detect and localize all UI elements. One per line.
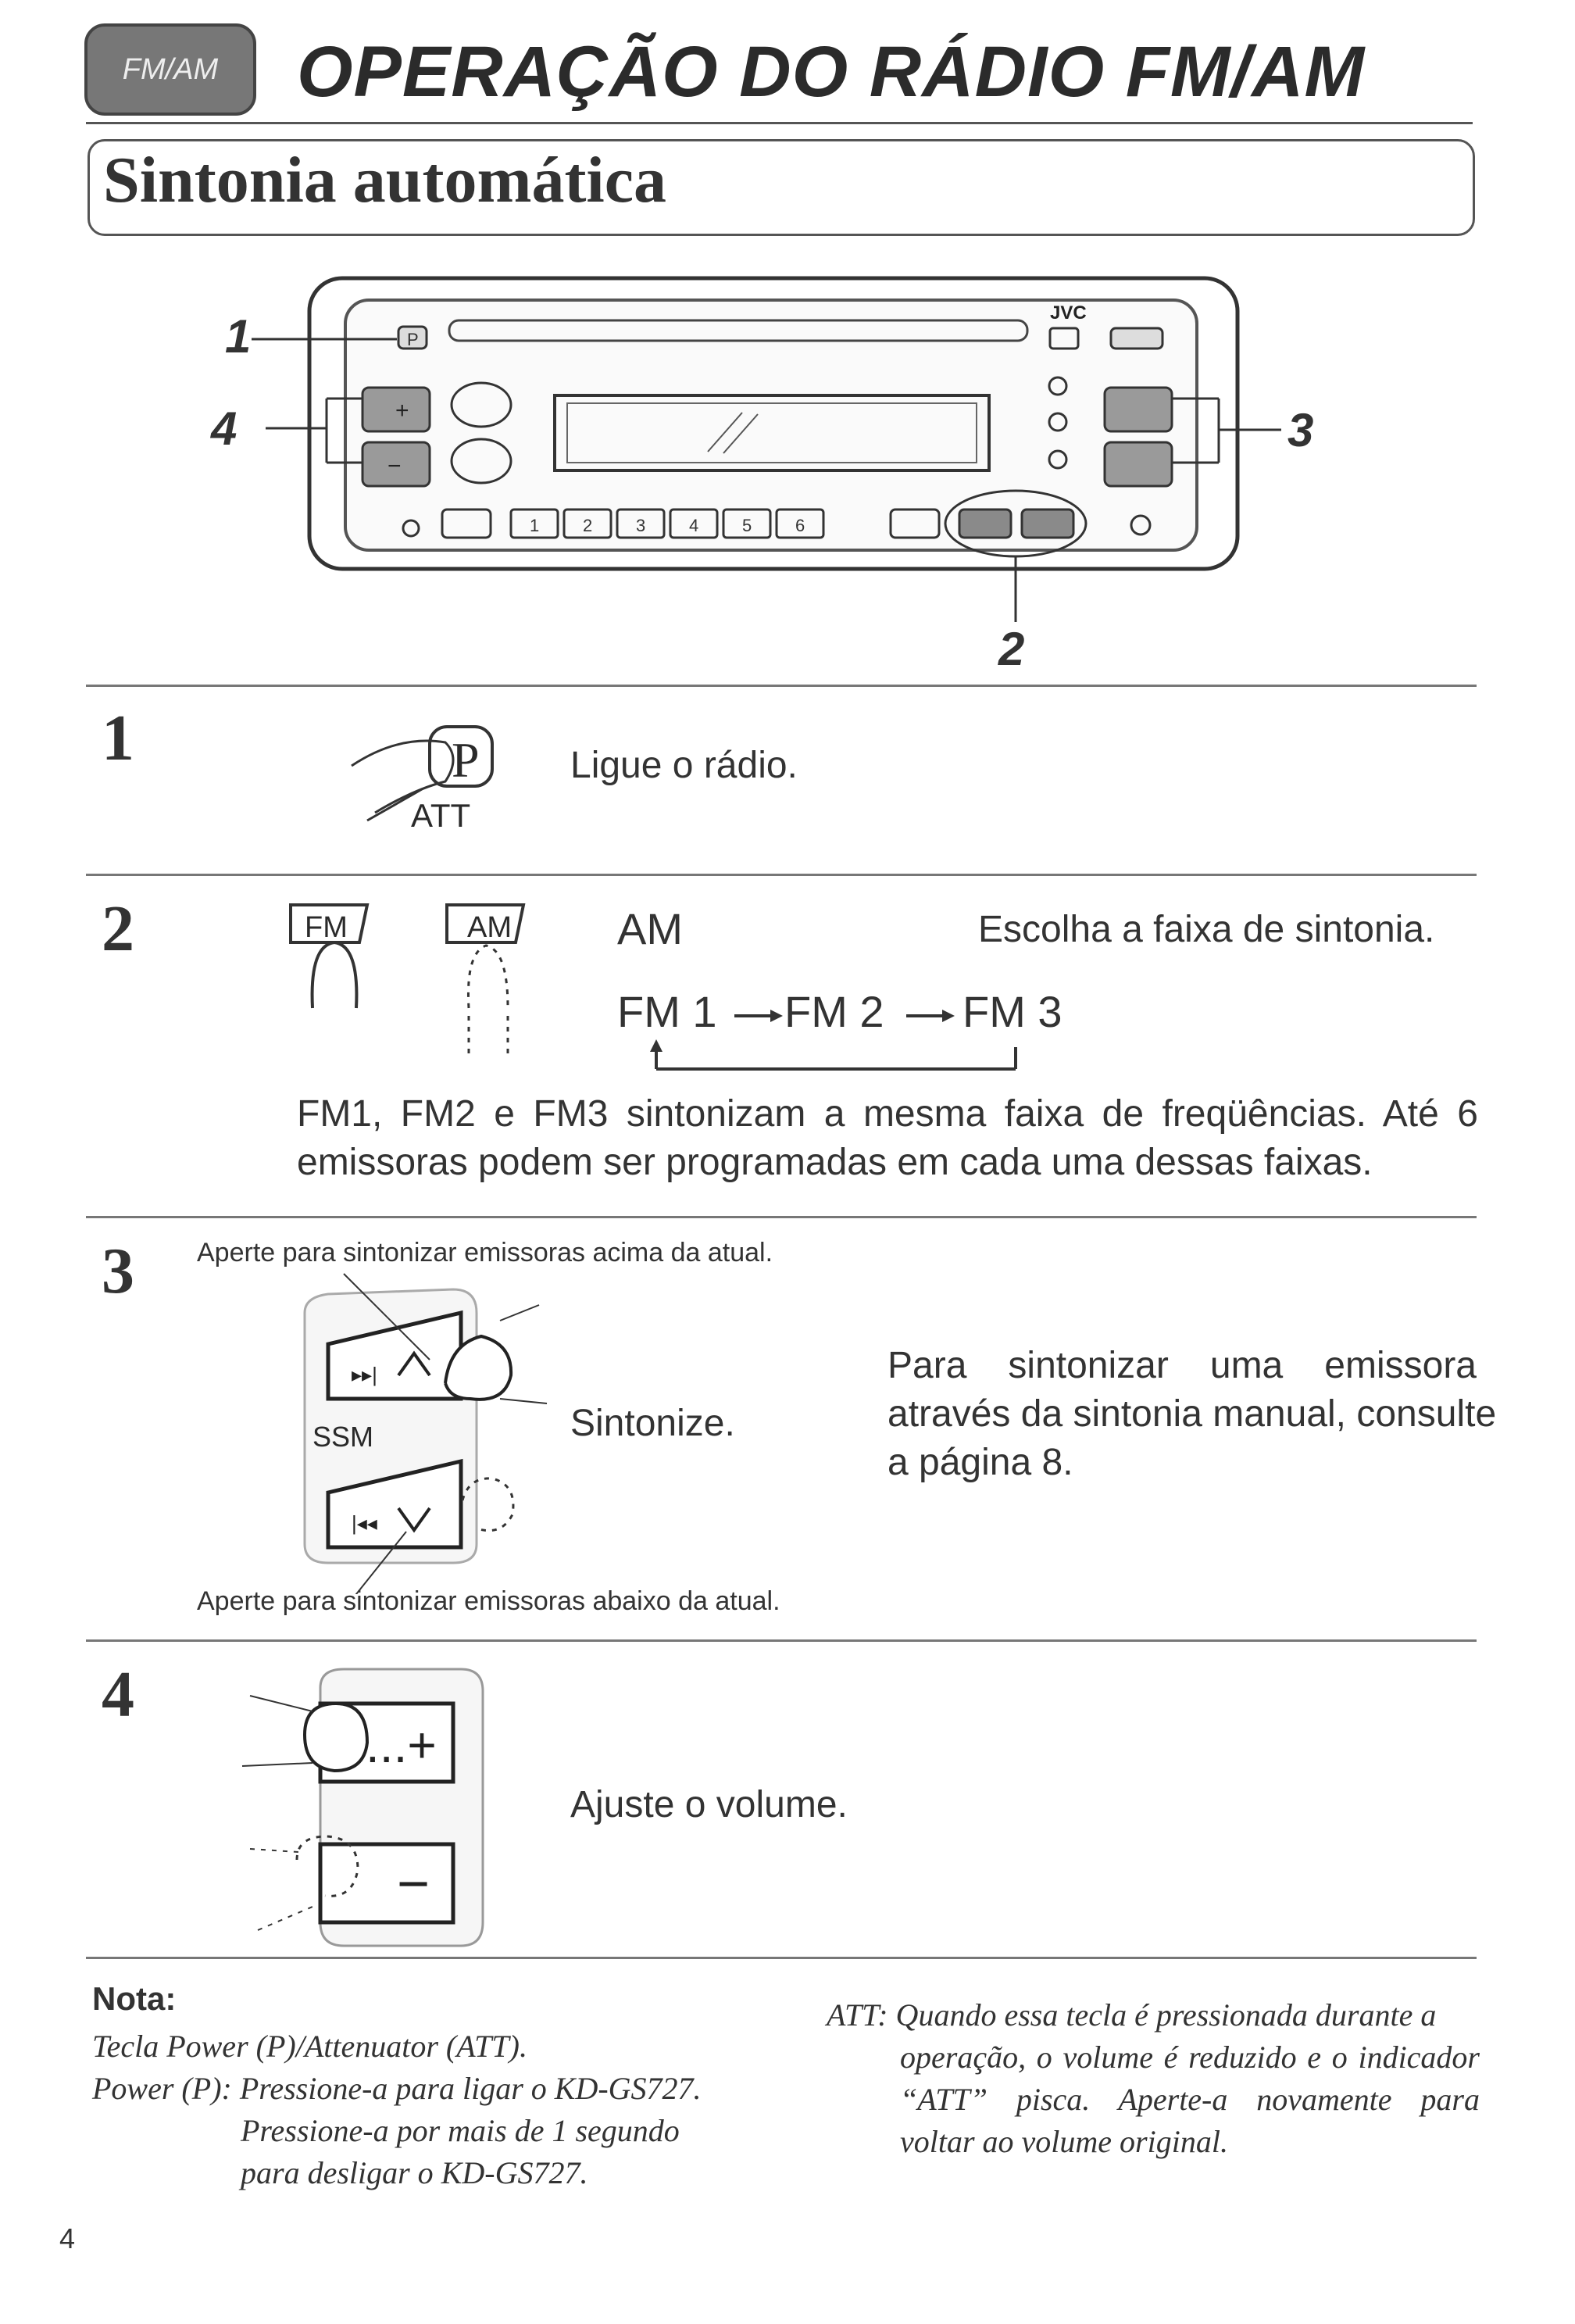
power-key-label: P bbox=[452, 732, 480, 788]
band-fm3: FM 3 bbox=[962, 987, 1062, 1036]
step-3-manual-line-1: Para sintonizar uma emissora bbox=[888, 1345, 1477, 1386]
step-2-number: 2 bbox=[102, 892, 134, 965]
att-label: ATT bbox=[411, 797, 471, 834]
am-key-label: AM bbox=[467, 911, 512, 944]
vol-up-label: + bbox=[395, 398, 409, 424]
page-title: OPERAÇÃO DO RÁDIO FM/AM bbox=[297, 32, 1366, 112]
tune-up-key bbox=[1105, 388, 1172, 431]
nota-left-line-3: Pressione-a por mais de 1 segundo bbox=[241, 2113, 680, 2148]
fm-am-badge: FM/AM bbox=[84, 23, 256, 116]
step-3-note-up: Aperte para sintonizar emissoras acima da atual. bbox=[197, 1238, 773, 1267]
ssm-label: SSM bbox=[312, 1421, 374, 1453]
preset-label-2: 2 bbox=[583, 516, 593, 535]
vol-down-label: − bbox=[388, 453, 402, 479]
step-4-number: 4 bbox=[102, 1658, 134, 1731]
step-3-note-down: Aperte para sintonizar emissoras abaixo da atual. bbox=[197, 1586, 780, 1616]
fm-key bbox=[959, 509, 1011, 538]
nota-right-line-1: ATT: Quando essa tecla é pressionada durante a bbox=[827, 1997, 1437, 2033]
step-3-manual-line-3: a página 8. bbox=[888, 1442, 1073, 1483]
nota-left-line-2: Power (P): Pressione-a para ligar o KD-GS727. bbox=[92, 2071, 702, 2106]
nota-title: Nota: bbox=[92, 1980, 177, 2017]
step-1-number: 1 bbox=[102, 702, 134, 774]
rule-nota bbox=[86, 1957, 1477, 1959]
preset-label-1: 1 bbox=[530, 516, 540, 535]
brand-logo: JVC bbox=[1050, 302, 1087, 324]
preset-label-4: 4 bbox=[689, 516, 699, 535]
nota-right-line-3: “ATT” pisca. Aperte-a novamente para bbox=[900, 2082, 1480, 2117]
step-1-text: Ligue o rádio. bbox=[570, 745, 798, 786]
callout-2: 2 bbox=[998, 623, 1025, 675]
rule-step-1 bbox=[86, 685, 1477, 687]
band-cycle-arrows bbox=[609, 992, 1047, 1078]
band-fm2: FM 2 bbox=[784, 987, 884, 1036]
callout-4: 4 bbox=[211, 402, 238, 455]
am-band-label: AM bbox=[617, 904, 683, 953]
nota-right-line-2: operação, o volume é reduzido e o indicador bbox=[900, 2040, 1480, 2075]
vol-minus-label: − bbox=[397, 1853, 430, 1915]
band-fm1: FM 1 bbox=[617, 987, 717, 1036]
callout-1: 1 bbox=[225, 310, 252, 363]
step-4-text: Ajuste o volume. bbox=[570, 1784, 848, 1825]
nota-left-line-4: para desligar o KD-GS727. bbox=[241, 2155, 588, 2190]
svg-text:▸▸|: ▸▸| bbox=[352, 1363, 377, 1386]
step-2-instruction: Escolha a faixa de sintonia. bbox=[978, 909, 1435, 950]
eject-key bbox=[1111, 328, 1162, 349]
svg-text:|◂◂: |◂◂ bbox=[352, 1511, 377, 1535]
nota-left-line-1: Tecla Power (P)/Attenuator (ATT). bbox=[92, 2029, 527, 2064]
rule-step-4 bbox=[86, 1639, 1477, 1642]
preset-label-3: 3 bbox=[636, 516, 646, 535]
step-3-number: 3 bbox=[102, 1235, 134, 1307]
step-3-text: Sintonize. bbox=[570, 1403, 735, 1444]
preset-label-5: 5 bbox=[742, 516, 752, 535]
step-3-manual-line-2: através da sintonia manual, consulte bbox=[888, 1393, 1497, 1435]
power-key-label: P bbox=[407, 330, 419, 349]
fm-key-label: FM bbox=[305, 911, 348, 944]
am-key bbox=[1022, 509, 1073, 538]
rule-step-2 bbox=[86, 874, 1477, 876]
page-number: 4 bbox=[59, 2222, 76, 2254]
volume-keys-illustration bbox=[234, 1664, 500, 1954]
step-2-desc-line-2: emissoras podem ser programadas em cada uma dessas faixas. bbox=[297, 1142, 1373, 1183]
vol-plus-label: ...+ bbox=[366, 1717, 437, 1773]
tune-down-key bbox=[1105, 442, 1172, 486]
preset-label-6: 6 bbox=[795, 516, 805, 535]
nota-right-line-4: voltar ao volume original. bbox=[900, 2124, 1228, 2159]
rule-step-3 bbox=[86, 1216, 1477, 1218]
step-2-desc-line-1: FM1, FM2 e FM3 sintonizam a mesma faixa de freqüências. Até 6 bbox=[297, 1093, 1478, 1135]
callout-3: 3 bbox=[1288, 404, 1314, 456]
section-title: Sintonia automática bbox=[103, 144, 667, 216]
